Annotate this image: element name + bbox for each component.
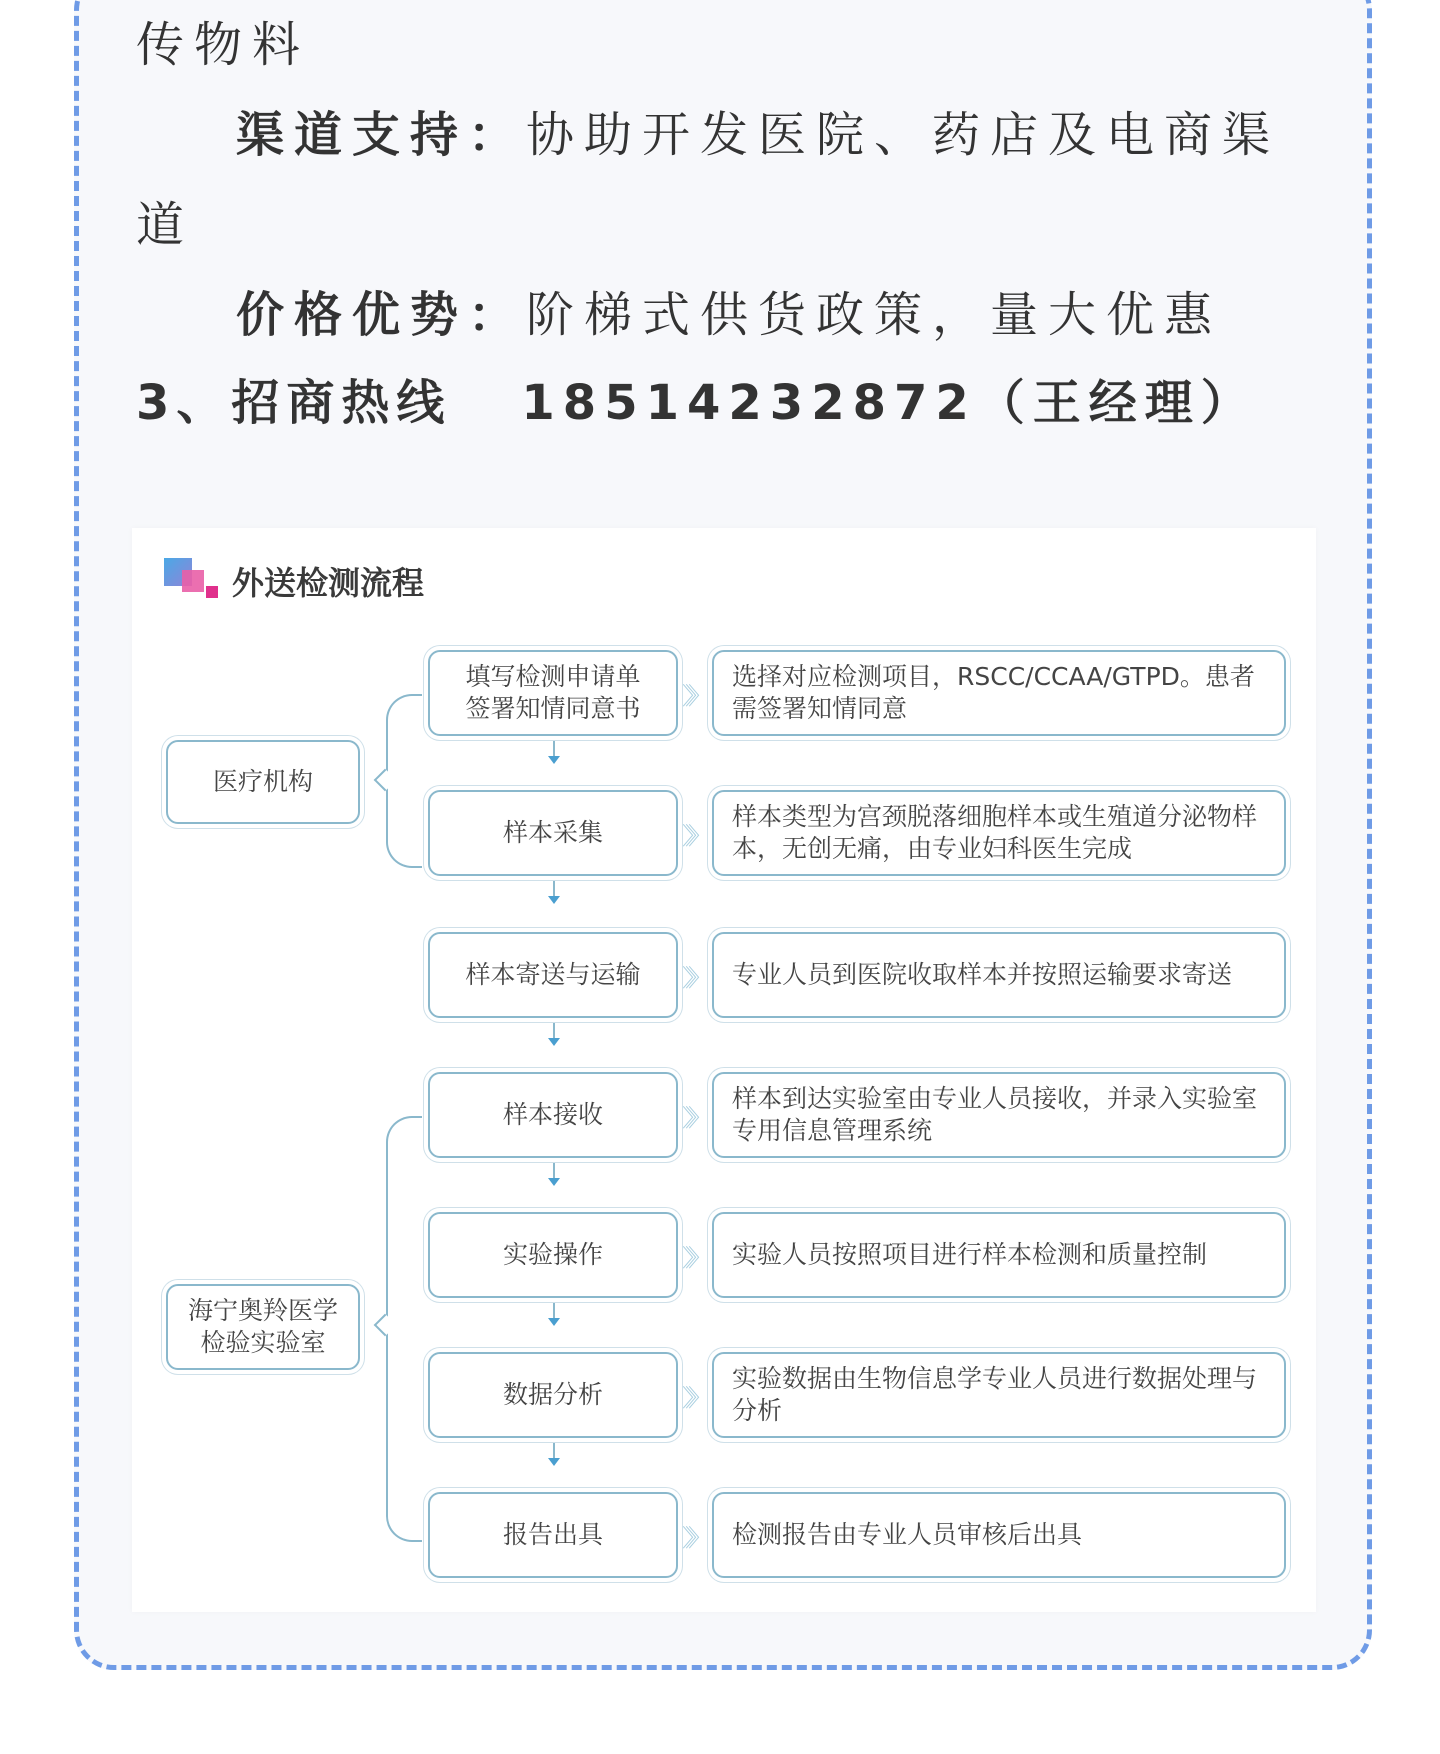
step-2-description: 样本类型为宫颈脱落细胞样本或生殖道分泌物样本，无创无痛，由专业妇科医生完成: [712, 790, 1286, 876]
connector-arrow-icon: [548, 756, 560, 764]
step-1-description: 选择对应检测项目，RSCC/CCAA/GTPD。患者需签署知情同意: [712, 650, 1286, 736]
step-5-box: 实验操作: [428, 1212, 678, 1298]
channel-support-label: 渠道支持：: [236, 107, 527, 163]
connector-line: [553, 1162, 555, 1178]
flowchart-title: 外送检测流程: [232, 564, 425, 602]
step-3-box: 样本寄送与运输: [428, 932, 678, 1018]
connector-line: [553, 1442, 555, 1458]
connector-arrow-icon: [548, 1178, 560, 1186]
org-medical-institution: 医疗机构: [166, 740, 360, 824]
step-4-description: 样本到达实验室由专业人员接收，并录入实验室专用信息管理系统: [712, 1072, 1286, 1158]
step-3-description: 专业人员到医院收取样本并按照运输要求寄送: [712, 932, 1286, 1018]
flowchart-panel: [132, 528, 1316, 1612]
chevron-right-icon: 〉〉〉: [682, 964, 703, 992]
hotline-label: 3、招商热线: [136, 375, 452, 431]
org-laboratory: 海宁奥羚医学 检验实验室: [166, 1284, 360, 1370]
step-7-description: 检测报告由专业人员审核后出具: [712, 1492, 1286, 1578]
connector-arrow-icon: [548, 1458, 560, 1466]
text-line-materials: 传物料: [136, 17, 311, 73]
channel-support-value: 协助开发医院、药店及电商渠: [526, 107, 1281, 163]
price-advantage-value: 阶梯式供货政策，量大优惠: [526, 287, 1223, 343]
step-7-box: 报告出具: [428, 1492, 678, 1578]
connector-arrow-icon: [548, 1038, 560, 1046]
connector-line: [553, 1302, 555, 1318]
channel-support-line: [236, 96, 1280, 165]
hotline-line: [136, 364, 1257, 433]
connector-arrow-icon: [548, 1318, 560, 1326]
price-advantage-line: [236, 276, 1222, 345]
chevron-right-icon: 〉〉〉: [682, 1384, 703, 1412]
chevron-right-icon: 〉〉〉: [682, 1244, 703, 1272]
price-advantage-label: 价格优势：: [236, 287, 527, 343]
logo-square-icon: [182, 570, 204, 592]
step-4-box: 样本接收: [428, 1072, 678, 1158]
chevron-right-icon: 〉〉〉: [682, 822, 703, 850]
step-5-description: 实验人员按照项目进行样本检测和质量控制: [712, 1212, 1286, 1298]
step-1-box: 填写检测申请单 签署知情同意书: [428, 650, 678, 736]
step-2-box: 样本采集: [428, 790, 678, 876]
connector-line: [553, 1022, 555, 1038]
step-6-box: 数据分析: [428, 1352, 678, 1438]
logo-square-icon: [206, 586, 218, 598]
chevron-right-icon: 〉〉〉: [682, 1104, 703, 1132]
connector-arrow-icon: [548, 896, 560, 904]
chevron-right-icon: 〉〉〉: [682, 682, 703, 710]
chevron-right-icon: 〉〉〉: [682, 1524, 703, 1552]
hotline-number[interactable]: 18514232872（王经理）: [521, 375, 1257, 431]
connector-line: [553, 740, 555, 756]
connector-line: [553, 880, 555, 896]
step-6-description: 实验数据由生物信息学专业人员进行数据处理与分析: [712, 1352, 1286, 1438]
channel-support-cont: 道: [136, 197, 195, 253]
